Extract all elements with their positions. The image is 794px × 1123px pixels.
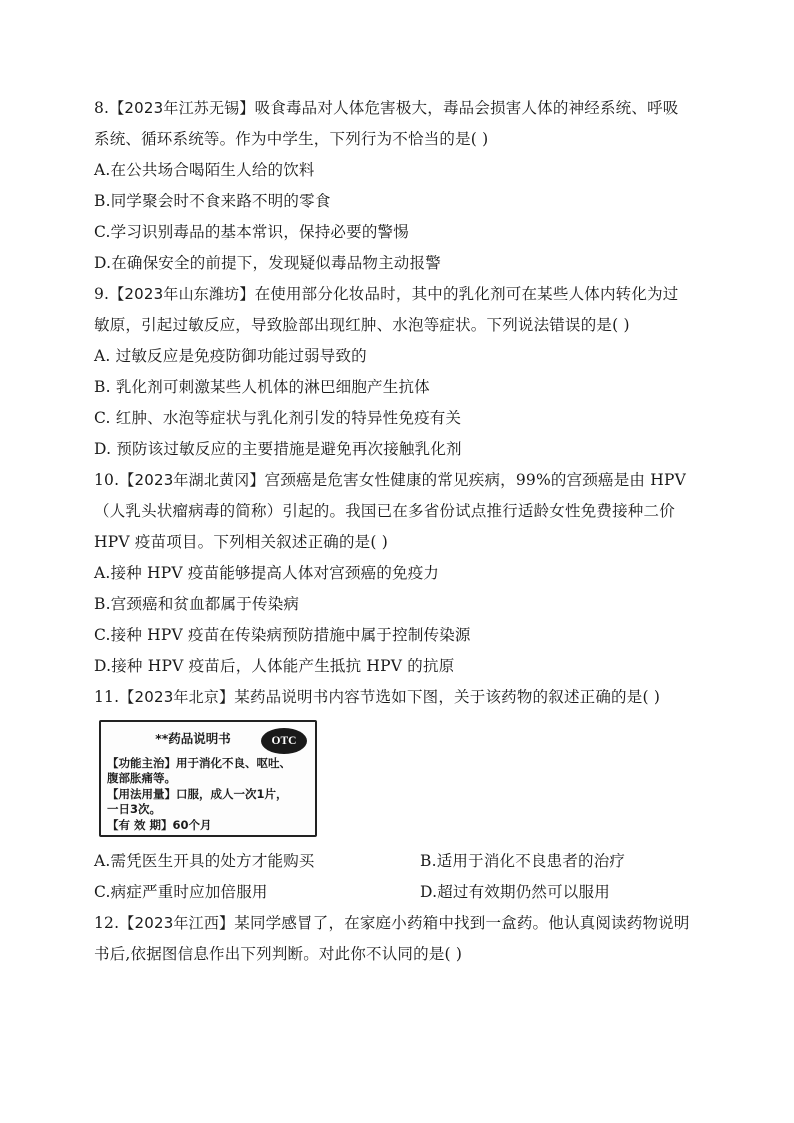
option-c: C. 红肿、水泡等症状与乳化剂引发的特异性免疫有关 — [94, 409, 462, 427]
question-11 — [94, 682, 704, 713]
question-number: 8. — [94, 99, 110, 117]
option-b: B.适用于消化不良患者的治疗 — [420, 852, 626, 870]
option-a: A.接种 HPV 疫苗能够提高人体对宫颈癌的免疫力 — [94, 564, 440, 582]
stem-text: 吸食毒品对人体危害极大，毒品会损害人体的神经系统、呼吸 — [254, 99, 679, 117]
option-b: B.同学聚会时不食来路不明的零食 — [94, 192, 331, 210]
label-line: 【用法用量】口服，成人一次1片， — [107, 786, 288, 801]
stem-text: 某同学感冒了，在家庭小药箱中找到一盒药。他认真阅读药物说明 — [234, 914, 690, 932]
source-tag: 【2023年江苏无锡】 — [109, 99, 255, 117]
source-tag: 【2023年湖北黄冈】 — [119, 471, 265, 489]
option-d: D.接种 HPV 疫苗后，人体能产生抵抗 HPV 的抗原 — [94, 657, 455, 675]
question-number: 12. — [94, 914, 120, 932]
source-tag: 【2023年江西】 — [119, 914, 235, 932]
label-line: 【功能主治】用于消化不良、呕吐、 — [107, 755, 291, 770]
stem-continuation: 敏原，引起过敏反应，导致脸部出现红肿、水泡等症状。下列说法错误的是( ) — [94, 316, 630, 334]
question-11-options — [94, 846, 704, 908]
source-tag: 【2023年北京】 — [119, 688, 235, 706]
question-number: 10. — [94, 471, 120, 489]
otc-badge: OTC — [261, 728, 307, 754]
question-stem — [94, 682, 704, 713]
option-b: B. 乳化剂可刺激某些人机体的淋巴细胞产生抗体 — [94, 378, 430, 396]
stem-continuation: 书后,依据图信息作出下列判断。对此你不认同的是( ) — [94, 945, 463, 963]
question-9 — [94, 279, 704, 465]
question-stem — [94, 908, 704, 939]
label-line: 腹部胀痛等。 — [107, 771, 176, 785]
option-d: D. 预防该过敏反应的主要措施是避免再次接触乳化剂 — [94, 440, 462, 458]
option-a: A. 过敏反应是免疫防御功能过弱导致的 — [94, 347, 367, 365]
label-line: 一日3次。 — [107, 802, 162, 816]
question-number: 9. — [94, 285, 110, 303]
stem-continuation: 系统、循环系统等。作为中学生，下列行为不恰当的是( ) — [94, 130, 489, 148]
option-c: C.病症严重时应加倍服用 — [94, 883, 268, 901]
question-stem — [94, 279, 704, 310]
stem-continuation: HPV 疫苗项目。下列相关叙述正确的是( ) — [94, 533, 388, 551]
question-10 — [94, 465, 704, 682]
option-d: D.超过有效期仍然可以服用 — [420, 883, 610, 901]
question-12 — [94, 908, 704, 970]
source-tag: 【2023年山东潍坊】 — [109, 285, 255, 303]
option-c: C.接种 HPV 疫苗在传染病预防措施中属于控制传染源 — [94, 626, 471, 644]
question-8 — [94, 93, 704, 279]
label-title: **药品说明书 — [155, 731, 231, 746]
question-stem — [94, 93, 704, 124]
option-b: B.宫颈癌和贫血都属于传染病 — [94, 595, 300, 613]
stem-text: 某药品说明书内容节选如下图，关于该药物的叙述正确的是( ) — [234, 688, 661, 706]
question-stem — [94, 465, 704, 496]
question-number: 11. — [94, 688, 120, 706]
stem-text: 在使用部分化妆品时，其中的乳化剂可在某些人体内转化为过 — [254, 285, 679, 303]
stem-continuation: （人乳头状瘤病毒的简称）引起的。我国已在多省份试点推行适龄女性免费接种二价 — [94, 502, 675, 520]
stem-text: 宫颈癌是危害女性健康的常见疾病，99%的宫颈癌是由 HPV — [264, 471, 686, 489]
label-line: 【有 效 期】60个月 — [107, 817, 212, 832]
option-a: A.需凭医生开具的处方才能购买 — [94, 852, 315, 870]
option-d: D.在确保安全的前提下，发现疑似毒品物主动报警 — [94, 254, 441, 272]
option-c: C.学习识别毒品的基本常识，保持必要的警惕 — [94, 223, 409, 241]
option-a: A.在公共场合喝陌生人给的饮料 — [94, 161, 315, 179]
medicine-label-image — [99, 720, 317, 837]
